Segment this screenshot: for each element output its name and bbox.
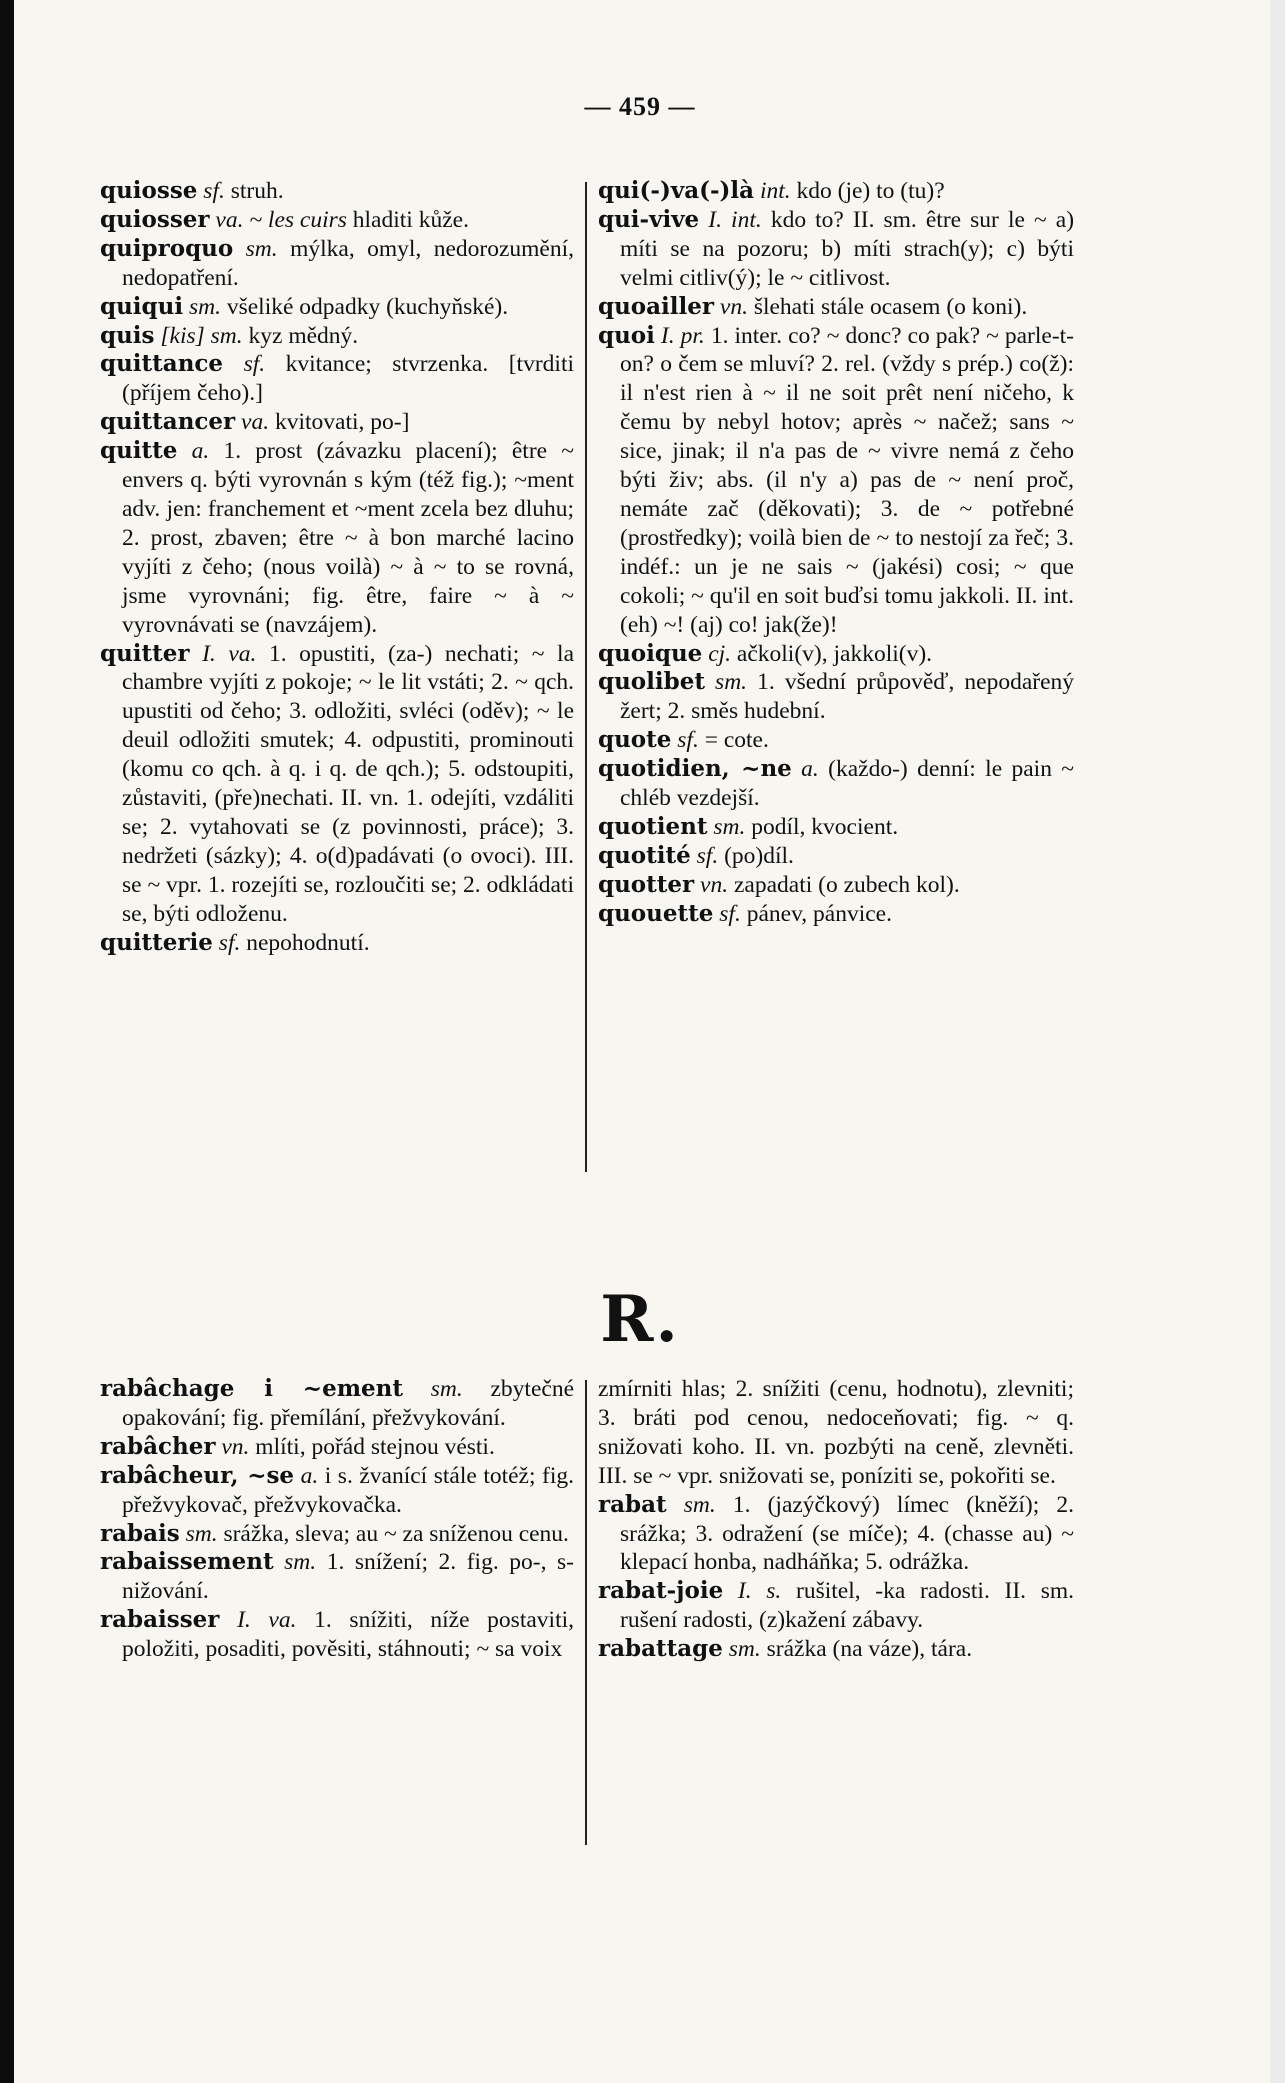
dictionary-entry (100, 1606, 574, 1664)
headword: rabais (100, 1519, 180, 1547)
dictionary-entry (100, 322, 574, 351)
grammar-label: I. int. (708, 206, 762, 233)
definition-text: 1. (jazýčkový) límec (kněží); 2. srážka; 3. odražení (se míče); 4. (chasse au) ~ klepací honba, nadháňka; 5. odrážka. (620, 1491, 1075, 1576)
grammar-label: sm. (185, 1520, 218, 1547)
headword: quotité (598, 841, 691, 869)
headword: quouette (598, 899, 714, 927)
grammar-label: a. (801, 756, 819, 783)
headword: quitterie (100, 928, 213, 956)
definition-text: zmírniti hlas; 2. snížiti (cenu, hodnotu), zlevniti; 3. bráti pod cenou, nedoceňovati; fig. ~ q. snižovati koho. II. vn. pozbýti na ceně, zlevněti. III. se ~ vpr. snižovati se, poníziti se, pokořiti se. (598, 1376, 1074, 1489)
dictionary-entry (100, 1433, 574, 1462)
dictionary-entry (100, 1375, 574, 1433)
headword: rabâchage i ~ement (100, 1375, 404, 1402)
grammar-label: sf. (243, 351, 266, 378)
headword: quotidien, ~ne (598, 755, 792, 783)
headword: qui(-)va(-)là (598, 177, 755, 204)
headword: rabaisser (100, 1606, 220, 1634)
dictionary-entry (598, 1635, 1074, 1664)
dictionary-entry (100, 640, 574, 929)
dictionary-entry (100, 929, 574, 958)
grammar-label: sm. (713, 813, 746, 840)
grammar-label: sm. (284, 1549, 317, 1576)
grammar-label: sm. (188, 293, 221, 320)
dictionary-entry (598, 1491, 1074, 1578)
grammar-label: I. pr. (660, 322, 705, 349)
dictionary-entry (598, 668, 1074, 726)
grammar-label: sf. (677, 727, 699, 754)
definition-text: = cote. (704, 727, 769, 754)
dictionary-entry (598, 900, 1074, 929)
dictionary-entry (598, 322, 1074, 640)
dictionary-entry (598, 813, 1074, 842)
dictionary-entry (100, 408, 574, 437)
definition-text: zapadati (o zubech kol). (733, 871, 960, 898)
grammar-label: vn. (221, 1433, 250, 1460)
definition-text: (po)díl. (724, 842, 794, 869)
column-lower-left (100, 1375, 574, 1664)
dictionary-entry (100, 206, 574, 235)
grammar-label: a. (191, 438, 210, 465)
definition-text: srážka, sleva; au ~ za sníženou cenu. (223, 1520, 569, 1547)
dictionary-entry (598, 726, 1074, 755)
headword: quittance (100, 350, 224, 378)
definition-text: srážka (na váze), tára. (766, 1636, 973, 1663)
grammar-label: va. (241, 409, 270, 436)
headword: quiqui (100, 292, 184, 320)
headword: quotter (598, 870, 695, 898)
dictionary-entry (100, 350, 574, 408)
grammar-label: sm. (683, 1491, 716, 1518)
headword: quis (100, 321, 155, 349)
definition-text: hladiti kůže. (352, 206, 469, 233)
dictionary-entry (100, 1462, 574, 1520)
definition-text: rušitel, -ka radosti. II. sm. rušení radosti, (z)kažení zábavy. (620, 1578, 1075, 1634)
definition-text: pánev, pánvice. (746, 900, 892, 927)
column-upper-right (598, 177, 1074, 929)
headword: quiosse (100, 177, 198, 204)
grammar-label: sf. (203, 178, 225, 204)
grammar-label: vn. (719, 293, 748, 320)
section-letter-heading: R. (600, 1282, 680, 1357)
definition-text: struh. (230, 178, 284, 204)
headword: quiproquo (100, 234, 234, 262)
page-number: — 459 — (584, 92, 696, 121)
column-divider-upper (585, 182, 587, 1172)
definition-text: nepohodnutí. (246, 929, 370, 956)
definition-text: 1. snížení; 2. fig. po-, s-nižování. (122, 1549, 575, 1605)
grammar-label: sm. (245, 235, 278, 262)
column-lower-right (598, 1375, 1074, 1664)
dictionary-entry (598, 1375, 1074, 1491)
definition-text: ačkoli(v), jakkoli(v). (736, 640, 933, 667)
dictionary-entry (100, 293, 574, 322)
headword: quiosser (100, 205, 210, 233)
headword: rabat (598, 1490, 667, 1518)
grammar-label: int. (759, 178, 791, 204)
grammar-label: I. va. (202, 640, 257, 667)
headword: rabaissement (100, 1548, 274, 1576)
headword: quolibet (598, 668, 705, 696)
dictionary-entry (598, 1577, 1074, 1635)
grammar-label: I. s. (737, 1578, 782, 1605)
headword: quoailler (598, 292, 715, 320)
grammar-label: va. ~ les cuirs (215, 206, 347, 233)
definition-text: 1. všední průpověď, nepodařený žert; 2. směs hudební. (620, 669, 1075, 725)
scan-left-edge (0, 0, 14, 2083)
headword: rabattage (598, 1635, 723, 1663)
definition-text: zbytečné opakování; fig. přemílání, přežvykování. (122, 1376, 575, 1431)
definition-text: 1. prost (závazku placení); être ~ envers q. býti vyrovnán s kým (též fig.); ~ment adv. jen: franchement et ~ment zcela bez dluhu; 2. prost, zbaven; être ~ à bon marché lacino vyjíti z čeho; (nous voilà) ~ à ~ to se rovná, jsme vyrovnáni; fig. être, faire ~ à ~ vyrovnávati se (navzájem). (122, 438, 575, 638)
column-divider-lower (585, 1380, 587, 1845)
grammar-label: cj. (708, 640, 732, 667)
headword: qui-vive (598, 205, 700, 233)
grammar-label: sm. (728, 1636, 761, 1663)
grammar-label: I. va. (237, 1607, 297, 1634)
dictionary-entry (598, 177, 1074, 206)
definition-text: kdo (je) to (tu)? (796, 178, 945, 204)
headword: quitte (100, 437, 178, 465)
grammar-label: sm. (715, 669, 748, 696)
definition-text: mlíti, pořád stejnou vésti. (255, 1433, 495, 1460)
definition-text: kvitance; stvrzenka. [tvrditi (příjem čeho).] (122, 351, 574, 407)
definition-text: všeliké odpadky (kuchyňské). (226, 293, 509, 320)
column-upper-left (100, 177, 574, 957)
dictionary-entry (598, 293, 1074, 322)
headword: quoi (598, 321, 655, 349)
grammar-label: sf. (719, 900, 741, 927)
dictionary-entry (598, 871, 1074, 900)
definition-text: kvitovati, po-] (274, 409, 410, 436)
scan-right-edge (1270, 0, 1285, 2083)
headword: quotient (598, 812, 708, 840)
definition-text: (každo-) denní: le pain ~ chléb vezdejší. (620, 756, 1075, 812)
grammar-label: vn. (700, 871, 729, 898)
definition-text: kdo to? II. sm. être sur le ~ a) míti se na pozoru; b) míti strach(y); c) býti velmi citliv(ý); le ~ citlivost. (620, 206, 1075, 291)
definition-text: mýlka, omyl, nedorozumění, nedopatření. (122, 235, 575, 291)
headword: rabat-joie (598, 1577, 724, 1605)
headword: quoique (598, 639, 703, 667)
definition-text: 1. opustiti, (za-) nechati; ~ la chambre vyjíti z pokoje; ~ le lit vstáti; 2. ~ qch. upustiti od čeho; 3. odložiti, svléci (oděv); ~ le deuil odložiti smutek; 4. odpustiti, prominouti (komu co qch. à q. i q. de qch.); 5. odstoupiti, zůstaviti, (pře)nechati. II. vn. 1. odejíti, vzdáliti se; 2. vytahovati se (z povinnosti, práce); 3. nedržeti (sázky); 4. o(d)padávati (o ovoci). III. se ~ vpr. 1. rozejíti se, rozloučiti se; 2. odkládati se, býti odloženu. (122, 640, 575, 927)
dictionary-entry (100, 1520, 574, 1549)
grammar-label: sm. (430, 1376, 463, 1402)
dictionary-entry (100, 437, 574, 639)
definition-text: i s. žvanící stále totéž; fig. přežvykovač, přežvykovačka. (122, 1462, 575, 1518)
grammar-label: [kis] sm. (160, 322, 243, 349)
headword: quitter (100, 639, 190, 667)
grammar-label: a. (300, 1462, 319, 1489)
dictionary-entry (598, 206, 1074, 293)
headword: rabâcheur, ~se (100, 1461, 295, 1489)
dictionary-entry (598, 842, 1074, 871)
grammar-label: sf. (696, 842, 719, 869)
headword: quittancer (100, 408, 236, 436)
definition-text: podíl, kvocient. (751, 813, 899, 840)
definition-text: 1. inter. co? ~ donc? co pak? ~ parle-t-on? o čem se mluví? 2. rel. (vždy s prép.) co(ž): il n'est rien à ~ il ne soit prêt není ničeho, k čemu by nebyl hotov; après ~ načež; sans ~ sice, jinak; il n'a pas de ~ vivre nemá z čeho býti živ; abs. (il n'y a) pas de ~ není proč, nemáte zač (děkovati); 3. de ~ potřebné (prostředky); voilà bien de ~ to nestojí za řeč; 3. indéf.: un je ne sais ~ (jakési) cosi; ~ que cokoli; ~ qu'il en soit buďsi tomu jakkoli. II. int. (eh) ~! (aj) co! jak(že)! (620, 322, 1075, 638)
grammar-label: sf. (218, 929, 241, 956)
dictionary-entry (100, 1548, 574, 1606)
dictionary-entry (598, 755, 1074, 813)
dictionary-entry (100, 177, 574, 206)
headword: rabâcher (100, 1432, 216, 1460)
definition-text: kyz mědný. (248, 322, 359, 349)
definition-text: šlehati stále ocasem (o koni). (753, 293, 1028, 320)
dictionary-entry (100, 235, 574, 293)
dictionary-entry (598, 640, 1074, 669)
definition-text: 1. snížiti, níže postaviti, položiti, posaditi, pověsiti, stáhnouti; ~ sa voix (122, 1607, 575, 1663)
headword: quote (598, 726, 672, 754)
